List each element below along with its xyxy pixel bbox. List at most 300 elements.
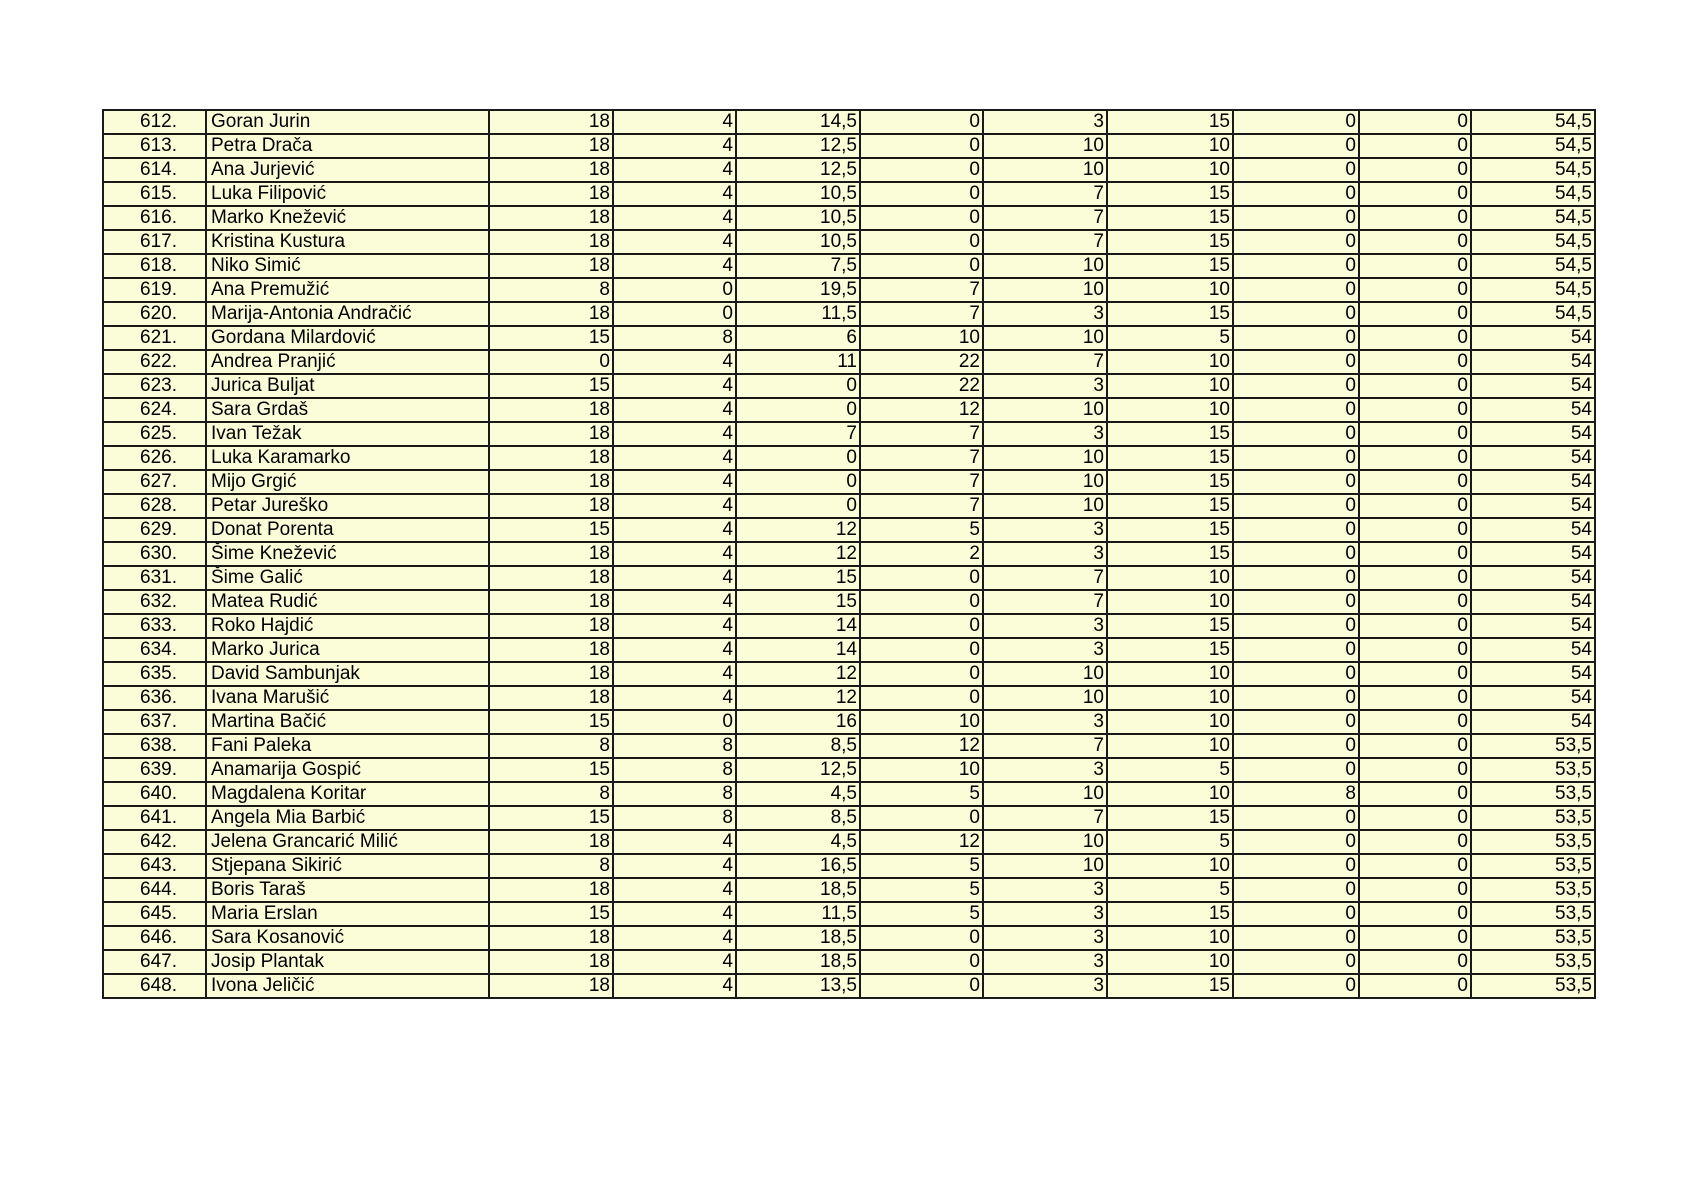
score-cell: 0 [860, 230, 983, 254]
score-cell: 0 [1359, 230, 1471, 254]
score-cell: 0 [1233, 446, 1359, 470]
score-cell: 0 [1359, 950, 1471, 974]
score-cell: 3 [983, 710, 1107, 734]
score-cell: 15 [1107, 302, 1233, 326]
score-cell: 4 [613, 950, 736, 974]
score-cell: 15 [489, 518, 613, 542]
score-cell: 4 [613, 110, 736, 134]
score-cell: 15 [1107, 446, 1233, 470]
score-cell: 15 [1107, 206, 1233, 230]
score-cell: 15 [489, 902, 613, 926]
table-row [103, 590, 1595, 614]
score-cell: 15 [1107, 470, 1233, 494]
total-cell: 54,5 [1471, 110, 1595, 134]
name-cell: Martina Bačić [206, 710, 489, 734]
score-cell: 8,5 [736, 806, 860, 830]
total-cell: 54,5 [1471, 158, 1595, 182]
score-cell: 15 [1107, 518, 1233, 542]
score-cell: 15 [1107, 230, 1233, 254]
score-cell: 18,5 [736, 878, 860, 902]
score-cell: 0 [1233, 542, 1359, 566]
score-cell: 10 [1107, 134, 1233, 158]
score-cell: 15 [489, 326, 613, 350]
score-cell: 0 [1233, 974, 1359, 998]
score-cell: 7 [983, 734, 1107, 758]
score-cell: 4 [613, 350, 736, 374]
table-row [103, 254, 1595, 278]
score-cell: 7 [983, 230, 1107, 254]
score-cell: 18 [489, 110, 613, 134]
score-cell: 0 [1359, 806, 1471, 830]
score-cell: 0 [1233, 494, 1359, 518]
score-cell: 0 [860, 134, 983, 158]
score-cell: 8 [489, 734, 613, 758]
score-cell: 10 [1107, 686, 1233, 710]
score-cell: 0 [1359, 734, 1471, 758]
score-cell: 12 [860, 734, 983, 758]
score-cell: 4 [613, 518, 736, 542]
score-cell: 12 [736, 518, 860, 542]
score-cell: 10 [983, 398, 1107, 422]
score-cell: 7 [983, 590, 1107, 614]
score-cell: 18 [489, 566, 613, 590]
score-cell: 10 [860, 758, 983, 782]
score-cell: 0 [1233, 878, 1359, 902]
rank-cell: 648. [103, 974, 206, 998]
score-cell: 10 [1107, 926, 1233, 950]
score-cell: 0 [1233, 830, 1359, 854]
score-cell: 11,5 [736, 902, 860, 926]
rank-cell: 627. [103, 470, 206, 494]
score-cell: 10 [1107, 854, 1233, 878]
score-cell: 12,5 [736, 134, 860, 158]
score-cell: 0 [1359, 134, 1471, 158]
score-cell: 0 [1359, 854, 1471, 878]
score-cell: 11 [736, 350, 860, 374]
score-cell: 10 [983, 494, 1107, 518]
table-row [103, 326, 1595, 350]
rank-cell: 614. [103, 158, 206, 182]
total-cell: 53,5 [1471, 806, 1595, 830]
score-cell: 18 [489, 182, 613, 206]
score-cell: 8 [489, 854, 613, 878]
rank-cell: 618. [103, 254, 206, 278]
total-cell: 54 [1471, 470, 1595, 494]
score-cell: 0 [1359, 446, 1471, 470]
rank-cell: 633. [103, 614, 206, 638]
score-cell: 5 [860, 518, 983, 542]
score-cell: 0 [1233, 422, 1359, 446]
score-cell: 4 [613, 566, 736, 590]
name-cell: Matea Rudić [206, 590, 489, 614]
score-cell: 3 [983, 302, 1107, 326]
score-cell: 3 [983, 422, 1107, 446]
score-cell: 18 [489, 158, 613, 182]
total-cell: 54 [1471, 494, 1595, 518]
score-cell: 0 [489, 350, 613, 374]
rank-cell: 638. [103, 734, 206, 758]
rank-cell: 619. [103, 278, 206, 302]
rank-cell: 645. [103, 902, 206, 926]
score-cell: 8,5 [736, 734, 860, 758]
score-cell: 11,5 [736, 302, 860, 326]
score-cell: 4 [613, 398, 736, 422]
score-cell: 18 [489, 470, 613, 494]
score-cell: 15 [1107, 254, 1233, 278]
score-cell: 18 [489, 590, 613, 614]
score-cell: 10 [1107, 278, 1233, 302]
score-cell: 0 [1359, 494, 1471, 518]
score-cell: 0 [1233, 902, 1359, 926]
total-cell: 54,5 [1471, 230, 1595, 254]
score-cell: 10 [983, 446, 1107, 470]
table-row [103, 518, 1595, 542]
total-cell: 54 [1471, 686, 1595, 710]
rank-cell: 615. [103, 182, 206, 206]
score-cell: 4 [613, 374, 736, 398]
total-cell: 53,5 [1471, 926, 1595, 950]
table-row [103, 110, 1595, 134]
name-cell: Kristina Kustura [206, 230, 489, 254]
score-cell: 0 [1233, 950, 1359, 974]
score-cell: 0 [1233, 590, 1359, 614]
score-cell: 0 [860, 254, 983, 278]
score-cell: 0 [860, 950, 983, 974]
score-cell: 10,5 [736, 230, 860, 254]
table-row [103, 974, 1595, 998]
total-cell: 54,5 [1471, 302, 1595, 326]
rank-cell: 644. [103, 878, 206, 902]
score-cell: 0 [860, 686, 983, 710]
rank-cell: 629. [103, 518, 206, 542]
table-row [103, 542, 1595, 566]
score-cell: 14 [736, 638, 860, 662]
table-row [103, 638, 1595, 662]
table-row [103, 566, 1595, 590]
score-cell: 12,5 [736, 758, 860, 782]
table-row [103, 662, 1595, 686]
score-cell: 18 [489, 422, 613, 446]
rank-cell: 637. [103, 710, 206, 734]
score-cell: 15 [1107, 806, 1233, 830]
score-cell: 4 [613, 926, 736, 950]
score-cell: 15 [1107, 638, 1233, 662]
score-cell: 0 [1233, 518, 1359, 542]
score-cell: 0 [1359, 542, 1471, 566]
score-cell: 18 [489, 950, 613, 974]
name-cell: David Sambunjak [206, 662, 489, 686]
score-cell: 6 [736, 326, 860, 350]
score-cell: 8 [489, 278, 613, 302]
rank-cell: 640. [103, 782, 206, 806]
score-cell: 10 [983, 254, 1107, 278]
score-cell: 4 [613, 590, 736, 614]
score-cell: 5 [1107, 326, 1233, 350]
score-cell: 10 [983, 782, 1107, 806]
score-cell: 3 [983, 518, 1107, 542]
score-cell: 7 [860, 302, 983, 326]
score-cell: 15 [1107, 110, 1233, 134]
score-cell: 4 [613, 206, 736, 230]
score-cell: 10 [983, 470, 1107, 494]
score-cell: 0 [1233, 254, 1359, 278]
table-row [103, 686, 1595, 710]
score-cell: 10,5 [736, 206, 860, 230]
score-cell: 0 [860, 638, 983, 662]
total-cell: 54,5 [1471, 254, 1595, 278]
score-cell: 0 [1359, 878, 1471, 902]
score-cell: 0 [1359, 206, 1471, 230]
score-cell: 0 [736, 398, 860, 422]
score-cell: 4 [613, 422, 736, 446]
score-cell: 16,5 [736, 854, 860, 878]
score-cell: 5 [1107, 758, 1233, 782]
score-cell: 18 [489, 638, 613, 662]
score-cell: 0 [860, 806, 983, 830]
score-cell: 0 [1233, 566, 1359, 590]
score-cell: 0 [1233, 134, 1359, 158]
total-cell: 53,5 [1471, 902, 1595, 926]
score-cell: 18 [489, 542, 613, 566]
table-row [103, 782, 1595, 806]
name-cell: Ana Jurjević [206, 158, 489, 182]
total-cell: 53,5 [1471, 734, 1595, 758]
score-cell: 4 [613, 614, 736, 638]
score-cell: 4 [613, 854, 736, 878]
name-cell: Andrea Pranjić [206, 350, 489, 374]
name-cell: Boris Taraš [206, 878, 489, 902]
score-cell: 4 [613, 230, 736, 254]
rank-cell: 620. [103, 302, 206, 326]
score-cell: 0 [1359, 326, 1471, 350]
total-cell: 54 [1471, 710, 1595, 734]
score-cell: 5 [860, 902, 983, 926]
score-cell: 4 [613, 686, 736, 710]
score-cell: 8 [613, 782, 736, 806]
rank-cell: 647. [103, 950, 206, 974]
score-cell: 12 [860, 398, 983, 422]
score-cell: 0 [1359, 686, 1471, 710]
rank-cell: 642. [103, 830, 206, 854]
total-cell: 54 [1471, 590, 1595, 614]
score-cell: 18 [489, 926, 613, 950]
score-cell: 4 [613, 494, 736, 518]
score-cell: 0 [1233, 662, 1359, 686]
score-cell: 0 [1233, 734, 1359, 758]
total-cell: 53,5 [1471, 974, 1595, 998]
total-cell: 54,5 [1471, 278, 1595, 302]
score-cell: 3 [983, 110, 1107, 134]
score-cell: 0 [860, 566, 983, 590]
rank-cell: 631. [103, 566, 206, 590]
table-row [103, 182, 1595, 206]
score-cell: 0 [1359, 302, 1471, 326]
score-cell: 10 [860, 710, 983, 734]
rank-cell: 628. [103, 494, 206, 518]
score-cell: 8 [613, 734, 736, 758]
score-cell: 18,5 [736, 926, 860, 950]
score-cell: 10 [1107, 782, 1233, 806]
score-cell: 7 [860, 446, 983, 470]
name-cell: Mijo Grgić [206, 470, 489, 494]
total-cell: 54 [1471, 422, 1595, 446]
table-row [103, 398, 1595, 422]
score-cell: 4 [613, 182, 736, 206]
score-cell: 0 [1359, 254, 1471, 278]
score-cell: 4 [613, 638, 736, 662]
name-cell: Luka Filipović [206, 182, 489, 206]
score-cell: 0 [1359, 590, 1471, 614]
name-cell: Sara Grdaš [206, 398, 489, 422]
score-cell: 18 [489, 398, 613, 422]
score-cell: 7 [983, 566, 1107, 590]
table-row [103, 134, 1595, 158]
score-cell: 0 [613, 302, 736, 326]
score-cell: 0 [1233, 614, 1359, 638]
score-cell: 8 [613, 758, 736, 782]
score-cell: 0 [1359, 422, 1471, 446]
total-cell: 54 [1471, 566, 1595, 590]
score-cell: 12 [736, 542, 860, 566]
score-cell: 0 [1359, 710, 1471, 734]
score-cell: 0 [860, 206, 983, 230]
score-cell: 7 [860, 278, 983, 302]
total-cell: 54 [1471, 614, 1595, 638]
score-cell: 0 [1233, 398, 1359, 422]
score-cell: 0 [1359, 110, 1471, 134]
rank-cell: 616. [103, 206, 206, 230]
name-cell: Petra Drača [206, 134, 489, 158]
score-cell: 10 [983, 158, 1107, 182]
score-cell: 0 [860, 158, 983, 182]
table-row [103, 470, 1595, 494]
score-cell: 3 [983, 950, 1107, 974]
score-cell: 15 [489, 758, 613, 782]
score-cell: 15 [1107, 494, 1233, 518]
score-cell: 13,5 [736, 974, 860, 998]
rank-cell: 625. [103, 422, 206, 446]
rank-cell: 636. [103, 686, 206, 710]
score-cell: 7,5 [736, 254, 860, 278]
rank-cell: 635. [103, 662, 206, 686]
name-cell: Šime Galić [206, 566, 489, 590]
score-cell: 10 [1107, 590, 1233, 614]
score-cell: 15 [489, 710, 613, 734]
score-cell: 7 [983, 182, 1107, 206]
rank-cell: 617. [103, 230, 206, 254]
total-cell: 54 [1471, 638, 1595, 662]
table-row [103, 374, 1595, 398]
score-cell: 22 [860, 350, 983, 374]
name-cell: Jurica Buljat [206, 374, 489, 398]
score-cell: 3 [983, 542, 1107, 566]
name-cell: Josip Plantak [206, 950, 489, 974]
total-cell: 53,5 [1471, 950, 1595, 974]
score-cell: 8 [489, 782, 613, 806]
score-cell: 0 [736, 374, 860, 398]
table-row [103, 446, 1595, 470]
score-cell: 0 [1359, 374, 1471, 398]
total-cell: 53,5 [1471, 782, 1595, 806]
score-cell: 4 [613, 446, 736, 470]
score-cell: 18 [489, 830, 613, 854]
total-cell: 54 [1471, 542, 1595, 566]
score-cell: 0 [1233, 350, 1359, 374]
score-cell: 0 [860, 926, 983, 950]
score-cell: 18 [489, 878, 613, 902]
score-cell: 3 [983, 758, 1107, 782]
score-cell: 10 [1107, 662, 1233, 686]
total-cell: 53,5 [1471, 854, 1595, 878]
name-cell: Fani Paleka [206, 734, 489, 758]
score-cell: 4 [613, 974, 736, 998]
score-cell: 12 [736, 662, 860, 686]
name-cell: Stjepana Sikirić [206, 854, 489, 878]
score-cell: 10 [1107, 734, 1233, 758]
score-cell: 7 [983, 206, 1107, 230]
total-cell: 54,5 [1471, 182, 1595, 206]
score-cell: 0 [1233, 806, 1359, 830]
name-cell: Anamarija Gospić [206, 758, 489, 782]
name-cell: Jelena Grancarić Milić [206, 830, 489, 854]
score-cell: 18 [489, 494, 613, 518]
score-cell: 15 [1107, 422, 1233, 446]
score-cell: 0 [1233, 278, 1359, 302]
score-cell: 18 [489, 206, 613, 230]
score-cell: 15 [1107, 614, 1233, 638]
rank-cell: 632. [103, 590, 206, 614]
table-row [103, 878, 1595, 902]
score-cell: 0 [1359, 758, 1471, 782]
score-cell: 18 [489, 446, 613, 470]
table-row [103, 230, 1595, 254]
total-cell: 54 [1471, 662, 1595, 686]
score-cell: 0 [860, 590, 983, 614]
score-cell: 0 [1233, 638, 1359, 662]
score-cell: 15 [1107, 182, 1233, 206]
score-cell: 18 [489, 302, 613, 326]
score-cell: 4 [613, 830, 736, 854]
score-cell: 8 [1233, 782, 1359, 806]
score-cell: 10 [1107, 350, 1233, 374]
name-cell: Maria Erslan [206, 902, 489, 926]
score-cell: 18 [489, 230, 613, 254]
score-cell: 0 [860, 614, 983, 638]
score-cell: 0 [1233, 158, 1359, 182]
score-cell: 14 [736, 614, 860, 638]
score-cell: 16 [736, 710, 860, 734]
rank-cell: 639. [103, 758, 206, 782]
total-cell: 54 [1471, 326, 1595, 350]
rank-cell: 624. [103, 398, 206, 422]
table-row [103, 206, 1595, 230]
score-cell: 0 [1233, 326, 1359, 350]
total-cell: 54,5 [1471, 206, 1595, 230]
total-cell: 54 [1471, 518, 1595, 542]
name-cell: Roko Hajdić [206, 614, 489, 638]
score-cell: 0 [1359, 638, 1471, 662]
table-row [103, 806, 1595, 830]
name-cell: Magdalena Koritar [206, 782, 489, 806]
score-cell: 18 [489, 614, 613, 638]
score-cell: 0 [1359, 350, 1471, 374]
score-cell: 10 [1107, 398, 1233, 422]
score-cell: 0 [1233, 686, 1359, 710]
score-cell: 4,5 [736, 782, 860, 806]
rank-cell: 634. [103, 638, 206, 662]
table-row [103, 494, 1595, 518]
score-cell: 0 [1359, 926, 1471, 950]
